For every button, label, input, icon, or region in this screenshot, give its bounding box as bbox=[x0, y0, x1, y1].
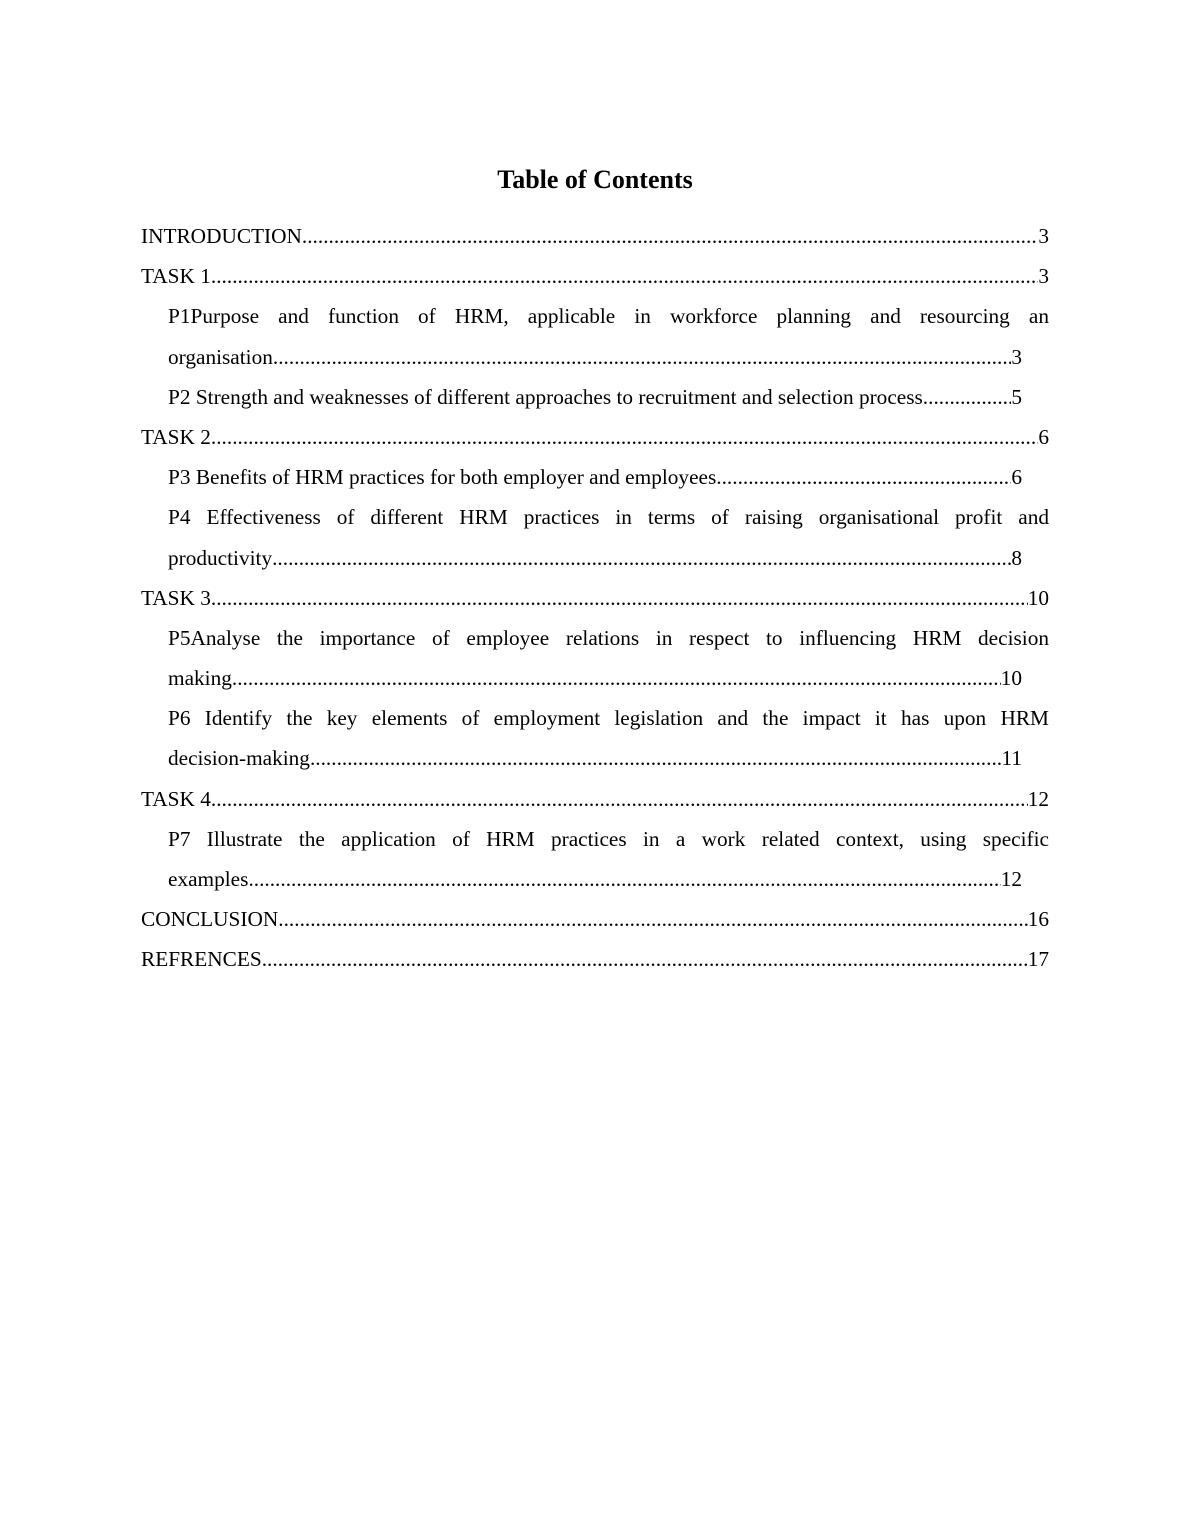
toc-entry-p4-line1[interactable] bbox=[168, 497, 1049, 537]
toc-entry-task-1[interactable] bbox=[141, 256, 1049, 296]
toc-leader-dots bbox=[302, 216, 1038, 256]
toc-entry-text: P3 Benefits of HRM practices for both employer and employees bbox=[168, 465, 717, 490]
toc-page-number: 5 bbox=[1011, 384, 1022, 409]
toc-entry-p2[interactable] bbox=[168, 377, 1022, 417]
toc-entry-p1-line1[interactable] bbox=[168, 296, 1049, 336]
toc-entry-text: P2 Strength and weaknesses of different approaches to recruitment and selection process. bbox=[168, 384, 929, 409]
toc-entry-p7-line2[interactable] bbox=[168, 859, 1022, 899]
toc-page-number: 12 bbox=[1027, 786, 1049, 811]
toc-leader-dots bbox=[716, 457, 1011, 497]
toc-leader-dots bbox=[248, 859, 1000, 899]
toc-entry-p6-line2[interactable] bbox=[168, 738, 1022, 778]
toc-page-number: 6 bbox=[1011, 465, 1022, 490]
toc-leader-dots bbox=[211, 779, 1028, 819]
toc-page-number: 8 bbox=[1011, 545, 1022, 570]
toc-leader-dots bbox=[232, 658, 1001, 698]
toc-entry-task-3[interactable] bbox=[141, 578, 1049, 618]
toc-page-number: 3 bbox=[1011, 344, 1022, 369]
toc-entry-text: P4 Effectiveness of different HRM practices in terms of raising organisational profit and bbox=[168, 505, 1049, 530]
toc-leader-dots bbox=[278, 899, 1027, 939]
toc-page-number: 11 bbox=[1001, 746, 1022, 771]
toc-entry-text: INTRODUCTION bbox=[141, 224, 302, 248]
toc-page-number: 10 bbox=[1027, 585, 1049, 610]
toc-leader-dots bbox=[262, 939, 1028, 979]
toc-page-number: 10 bbox=[1000, 666, 1022, 691]
toc-page-number: 16 bbox=[1027, 907, 1049, 932]
toc-entry-text: productivity bbox=[168, 545, 273, 570]
toc-page-number: 6 bbox=[1038, 424, 1049, 449]
toc-leader-dots bbox=[211, 578, 1028, 618]
toc-leader-dots bbox=[211, 256, 1038, 296]
toc-entry-task-4[interactable] bbox=[141, 779, 1049, 819]
toc-entry-text: CONCLUSION bbox=[141, 907, 279, 932]
toc-entry-p5-line2[interactable] bbox=[168, 658, 1022, 698]
toc-entry-p3[interactable] bbox=[168, 457, 1022, 497]
toc-entry-text: P6 Identify the key elements of employment legislation and the impact it has upon HRM bbox=[168, 706, 1049, 731]
toc-leader-dots bbox=[273, 337, 1011, 377]
toc-entry-text: decision-making bbox=[168, 746, 310, 771]
toc-entry-text: TASK 3 bbox=[141, 585, 211, 610]
toc-entry-text: TASK 2 bbox=[141, 424, 211, 449]
toc-leader-dots bbox=[211, 417, 1038, 457]
toc-entry-text: P1Purpose and function of HRM, applicable in workforce planning and resourcing an bbox=[168, 304, 1049, 329]
toc-entry-text: organisation bbox=[168, 344, 273, 369]
toc-entry-references[interactable] bbox=[141, 939, 1049, 979]
toc-page-number: 3 bbox=[1038, 264, 1049, 289]
toc-entry-text: making bbox=[168, 666, 232, 691]
toc-entry-text: REFRENCES bbox=[141, 947, 262, 972]
toc-entry-p4-line2[interactable] bbox=[168, 538, 1022, 578]
toc-entry-text: P7 Illustrate the application of HRM practices in a work related context, using specific bbox=[168, 826, 1049, 851]
toc-page-number: 3 bbox=[1038, 224, 1049, 248]
toc-entry-task-2[interactable] bbox=[141, 417, 1049, 457]
toc-entry-introduction[interactable] bbox=[141, 216, 1049, 256]
toc-entry-text: TASK 1 bbox=[141, 264, 211, 289]
toc-entry-text: P5Analyse the importance of employee relations in respect to influencing HRM decision bbox=[168, 625, 1049, 650]
toc-entry-text: examples bbox=[168, 867, 249, 891]
toc-leader-dots bbox=[272, 538, 1011, 578]
toc-entry-p6-line1[interactable] bbox=[168, 698, 1049, 738]
toc-entry-p5-line1[interactable] bbox=[168, 618, 1049, 658]
toc-leader-dots bbox=[310, 738, 1002, 778]
toc-title: Table of Contents bbox=[497, 165, 693, 194]
toc-leader-dots bbox=[928, 377, 1011, 417]
toc-page-number: 12 bbox=[1000, 867, 1022, 891]
toc-entry-text: TASK 4 bbox=[141, 786, 211, 811]
toc-page-number: 17 bbox=[1027, 947, 1049, 972]
toc-entry-conclusion[interactable] bbox=[141, 899, 1049, 939]
toc-entry-p1-line2[interactable] bbox=[168, 337, 1022, 377]
toc-list bbox=[141, 216, 1049, 980]
toc-entry-p7-line1[interactable] bbox=[168, 819, 1049, 859]
